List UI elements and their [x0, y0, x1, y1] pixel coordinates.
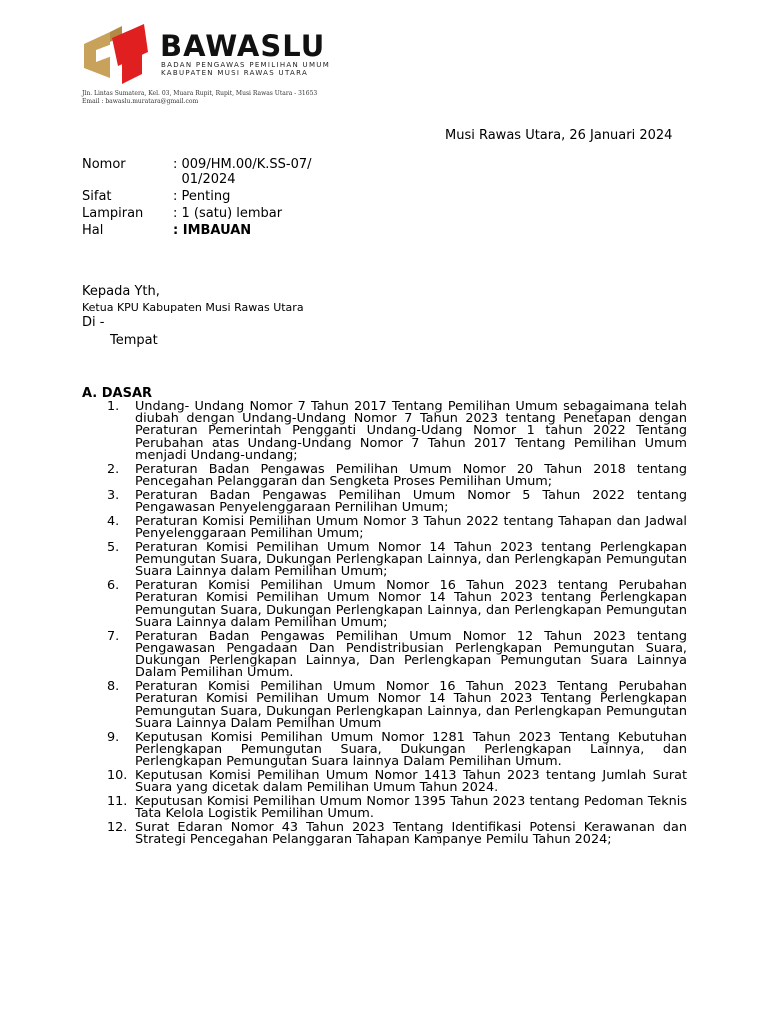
- meta-value: 009/HM.00/K.SS-07/01/2024: [181, 157, 312, 187]
- meta-colon: :: [173, 206, 182, 221]
- meta-value-wrap: [173, 189, 313, 204]
- list-item: [82, 401, 687, 462]
- item-number: 6.: [107, 578, 120, 594]
- item-number-col: [82, 822, 135, 846]
- item-number-col: [82, 796, 135, 820]
- meta-label: Sifat: [82, 189, 112, 204]
- letter-date: Musi Rawas Utara, 26 Januari 2024: [445, 128, 673, 143]
- item-number-col: [82, 401, 135, 462]
- item-text: Surat Edaran Nomor 43 Tahun 2023 Tentang Identifikasi Potensi Kerawanan dan Strategi Pencegahan Pelanggaran Tahapan Kampanye Pemilu Tahun 2024;: [135, 820, 687, 848]
- item-text: Undang- Undang Nomor 7 Tahun 2017 Tentang Pemilihan Umum sebagaimana telah diubah dengan Undang-Undang Nomor 7 Tahun 2023 tentang Penetapan dengan Peraturan Pemerintah Pengganti Undang-Udang Nomor 1 tahun 2022 Tentang Perubahan atas Undang-Undang Nomor 7 Tahun 2017 Tentang Pemilihan Umum menjadi Undang-undang;: [135, 399, 687, 463]
- addressee-di: Di -: [82, 315, 105, 330]
- item-number: 2.: [107, 461, 120, 477]
- addressee-place: Tempat: [110, 333, 158, 348]
- letter-meta: [82, 157, 342, 240]
- bawaslu-logo-icon: [82, 22, 150, 86]
- section-title: A. DASAR: [82, 386, 153, 401]
- meta-row-hal: [82, 223, 342, 238]
- meta-colon: :: [173, 157, 182, 172]
- item-number: 8.: [107, 679, 120, 695]
- item-number: 9.: [107, 729, 120, 745]
- item-number-col: [82, 487, 135, 514]
- meta-label: Hal: [82, 223, 104, 238]
- meta-value: IMBAUAN: [182, 223, 252, 238]
- meta-colon: :: [173, 223, 183, 238]
- item-number: 3.: [107, 487, 120, 503]
- email-line: Email : bawaslu.muratara@gmail.com: [82, 98, 199, 105]
- addressee-name: Ketua KPU Kabupaten Musi Rawas Utara: [82, 301, 304, 314]
- item-number-col: [82, 580, 135, 629]
- item-number-col: [82, 770, 135, 794]
- section-dasar: [82, 386, 687, 848]
- item-number: 4.: [107, 513, 120, 529]
- item-number: 5.: [107, 539, 120, 555]
- item-text: Peraturan Komisi Pemilihan Umum Nomor 16 Tahun 2023 Tentang Perubahan Peraturan Komisi Pemilihan Umum Nomor 14 Tahun 2023 Tentang Perlengkapan Pemungutan Suara, Dukungan Perlengkapan Lainnya, dan Perlengkapan Pemungutan Suara Lainnya Dalam Pemilhan Umum: [135, 679, 687, 731]
- letterhead-address: [82, 90, 317, 106]
- list-item: [82, 770, 687, 794]
- dasar-list: [82, 401, 687, 847]
- address-line: Jln. Lintas Sumatera, Kel. 03, Muara Rupit, Rupit, Musi Rawas Utara - 31653: [82, 90, 318, 97]
- list-item: [82, 681, 687, 730]
- item-text: Keputusan Komisi Pemilihan Umum Nomor 1395 Tahun 2023 tentang Pedoman Teknis Tata Kelola Logistik Pemilihan Umum.: [135, 794, 687, 822]
- addressee-block: [82, 283, 482, 348]
- meta-value-wrap: [173, 206, 313, 221]
- meta-row-lampiran: [82, 206, 342, 221]
- item-text: Peraturan Komisi Pemilihan Umum Nomor 3 Tahun 2022 tentang Tahapan dan Jadwal Penyelenggaraan Pemilihan Umum;: [135, 513, 687, 542]
- list-item: [82, 461, 687, 489]
- meta-label: Nomor: [82, 157, 126, 172]
- item-number-col: [82, 628, 135, 680]
- item-number-col: [82, 681, 135, 730]
- org-region: KABUPATEN MUSI RAWAS UTARA: [161, 69, 309, 77]
- meta-value: Penting: [181, 189, 231, 204]
- meta-label: Lampiran: [82, 206, 144, 221]
- item-number-col: [82, 729, 135, 769]
- item-text: Peraturan Komisi Pemilihan Umum Nomor 14 Tahun 2023 tentang Perlengkapan Pemungutan Suara, Dukungan Perlengkapan Lainnya, dan Perlengkapan Pemungutan Suara Lainnya dalam Pemilihan Umum;: [135, 539, 687, 580]
- list-item: [82, 729, 687, 770]
- list-item: [82, 628, 687, 681]
- org-subtitle: BADAN PENGAWAS PEMILIHAN UMUM: [161, 61, 331, 69]
- list-item: [82, 822, 687, 846]
- item-number-col: [82, 513, 135, 540]
- item-text: Peraturan Komisi Pemilihan Umum Nomor 16 Tahun 2023 tentang Perubahan Peraturan Komisi Pemilihan Umum Nomor 14 Tahun 2023 tentang Perlengkapan Pemungutan Suara, Dukungan Perlengkapan Lainnya, dan Perlengkapan Pemungutan Suara Lainnya dalam Pemilihan Umum;: [135, 578, 687, 630]
- item-number: 12.: [107, 820, 128, 836]
- list-item: [82, 580, 687, 629]
- meta-value-wrap: [173, 157, 313, 187]
- meta-value-wrap: [173, 223, 313, 238]
- item-number: 10.: [107, 768, 128, 784]
- list-item: [82, 487, 687, 515]
- item-text: Keputusan Komisi Pemilihan Umum Nomor 1281 Tahun 2023 Tentang Kebutuhan Perlengkapan Pemungutan Suara, Dukungan Perlengkapan Lainnya, dan Perlengkapan Pemungutan Suara lainnya Dalam Pemilihan Umum.: [135, 729, 687, 770]
- item-number: 7.: [107, 628, 120, 644]
- meta-value: 1 (satu) lembar: [181, 206, 283, 221]
- meta-row-nomor: [82, 157, 342, 187]
- list-item: [82, 539, 687, 580]
- list-item: [82, 796, 687, 820]
- item-number: 1.: [107, 399, 120, 414]
- item-number-col: [82, 539, 135, 579]
- item-text: Peraturan Badan Pengawas Pemilihan Umum Nomor 12 Tahun 2023 tentang Pengawasan Pengadaan Dan Pendistribusian Perlengkapan Pemungutan Suara, Dukungan Perlengkapan Lainnya, Dan Perlengkapan Pemungutan Suara Lainnya Dalam Pemilihan Umum.: [135, 628, 687, 681]
- list-item: [82, 513, 687, 542]
- item-number-col: [82, 461, 135, 488]
- item-text: Keputusan Komisi Pemilihan Umum Nomor 1413 Tahun 2023 tentang Jumlah Surat Suara yang dicetak dalam Pemilihan Umum Tahun 2024.: [135, 768, 687, 796]
- item-number: 11.: [107, 794, 128, 810]
- meta-colon: :: [173, 189, 182, 204]
- item-text: Peraturan Badan Pengawas Pemilihan Umum Nomor 20 Tahun 2018 tentang Pencegahan Pelanggaran dan Sengketa Proses Pemilihan Umum;: [135, 461, 687, 489]
- meta-row-sifat: [82, 189, 342, 204]
- addressee-greeting: Kepada Yth,: [82, 284, 160, 299]
- item-text: Peraturan Badan Pengawas Pemilihan Umum Nomor 5 Tahun 2022 tentang Pengawasan Penyelenggaraan Pernilihan Umum;: [135, 487, 687, 515]
- org-name: BAWASLU: [160, 29, 326, 63]
